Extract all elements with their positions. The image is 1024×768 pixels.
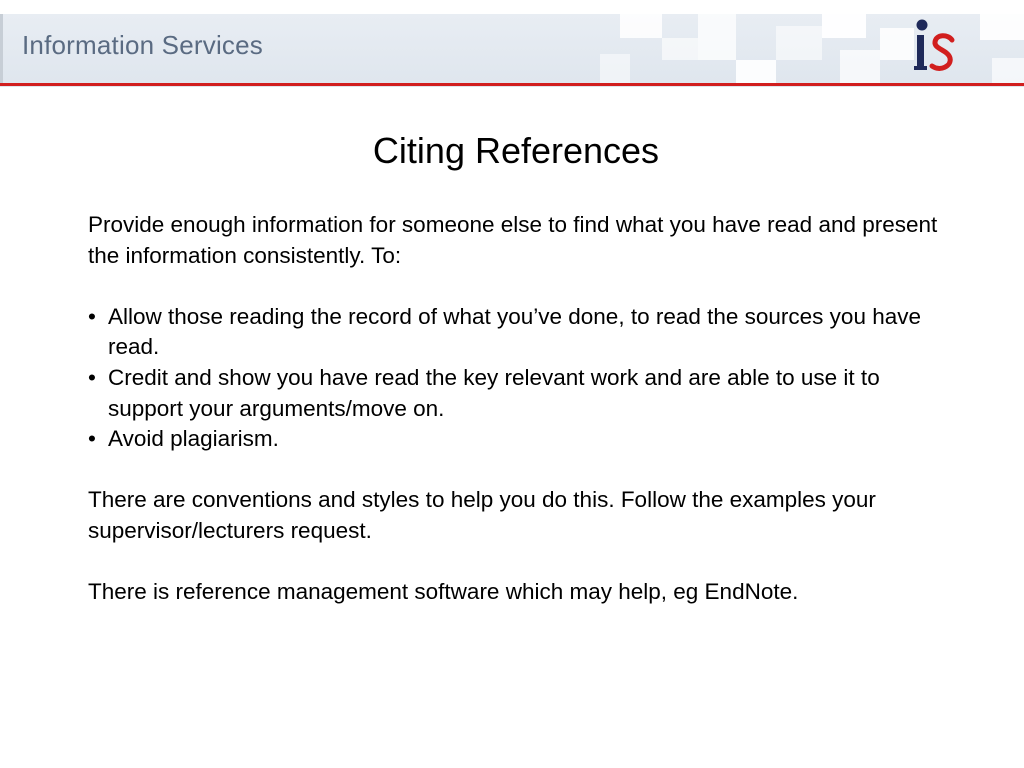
software-paragraph: There is reference management software which may help, eg EndNote. — [88, 579, 799, 605]
is-logo — [900, 16, 970, 80]
bullet-icon: • — [88, 303, 96, 329]
brand-title: Information Services — [22, 30, 263, 60]
paragraph-gap — [88, 455, 948, 486]
bullet-text: Allow those reading the record of what you’ve done, to read the sources you have read. — [108, 303, 921, 360]
slide-body — [88, 210, 948, 608]
slide-title: Citing References — [372, 130, 660, 171]
conventions-paragraph: There are conventions and styles to help you do this. Follow the examples your supervisor/lecturers request. — [88, 487, 876, 543]
bullet-text: Avoid plagiarism. — [108, 426, 279, 452]
paragraph-gap — [88, 547, 948, 578]
bullet-icon: • — [88, 364, 96, 390]
paragraph-gap — [88, 271, 948, 302]
bullet-list — [88, 302, 948, 455]
list-item — [88, 424, 948, 455]
bullet-icon: • — [88, 426, 96, 452]
banner-left-border — [0, 14, 3, 84]
list-item — [88, 363, 948, 424]
header-banner — [0, 0, 1024, 87]
bullet-text: Credit and show you have read the key relevant work and are able to use it to support your arguments/move on. — [108, 364, 880, 421]
intro-paragraph: Provide enough information for someone else to find what you have read and present the information consistently. To: — [88, 212, 938, 268]
list-item — [88, 302, 948, 363]
header-red-rule — [0, 83, 1024, 86]
